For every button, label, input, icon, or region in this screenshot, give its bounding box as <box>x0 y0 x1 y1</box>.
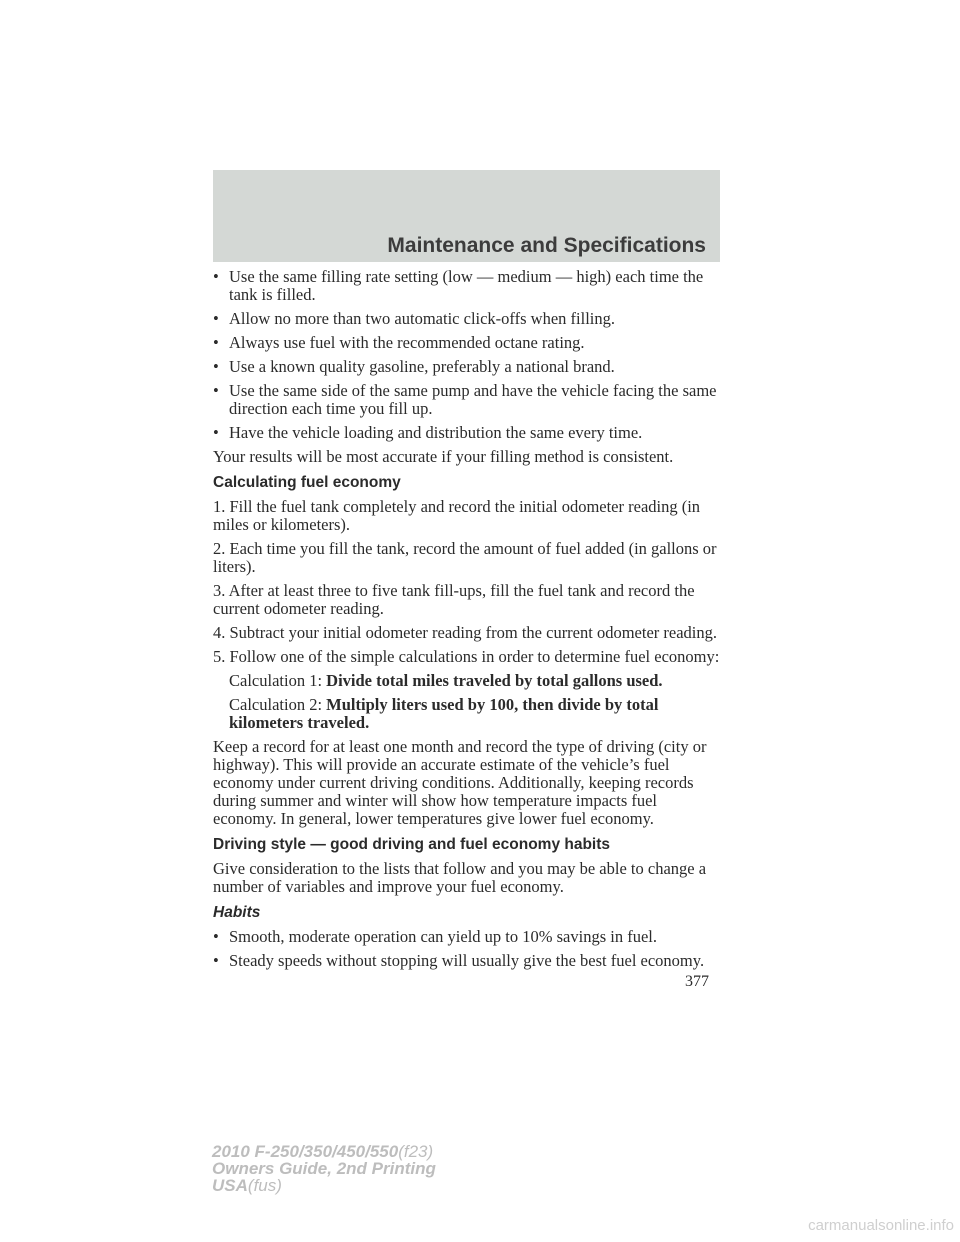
bullet-icon: • <box>213 309 219 328</box>
driving-intro: Give consideration to the lists that follow and you may be able to change a number of variables and improve your fuel economy. <box>213 859 707 896</box>
bullet-icon: • <box>213 381 219 400</box>
list-item-text: Use the same filling rate setting (low — medium — high) each time the tank is filled. <box>229 267 704 304</box>
footer-line-1 <box>212 1143 436 1160</box>
calculating-heading: Calculating fuel economy <box>213 474 401 491</box>
footer-model: 2010 F-250/350/450/550 <box>212 1142 399 1161</box>
footer-model-code: (f23) <box>398 1142 434 1161</box>
list-item <box>213 310 723 328</box>
footer-line-2: Owners Guide, 2nd Printing <box>212 1159 436 1178</box>
list-item-text: Use a known quality gasoline, preferably a national brand. <box>229 357 615 376</box>
results-note: Your results will be most accurate if your filling method is consistent. <box>213 447 674 466</box>
list-item <box>213 424 723 442</box>
bullet-icon: • <box>213 423 219 442</box>
list-item-text: Use the same side of the same pump and have the vehicle facing the same direction each time you fill up. <box>229 381 717 418</box>
list-item <box>213 358 723 376</box>
driving-style-heading: Driving style — good driving and fuel economy habits <box>213 836 611 853</box>
bullet-icon: • <box>213 357 219 376</box>
list-item <box>213 952 723 970</box>
calculation-2-label: Calculation 2: <box>229 695 327 714</box>
calc-step: 3. After at least three to five tank fill-ups, fill the fuel tank and record the current odometer reading. <box>213 581 695 618</box>
section-title: Maintenance and Specifications <box>387 234 706 257</box>
watermark: carmanualsonline.info <box>808 1217 954 1234</box>
calculation-1 <box>213 672 723 690</box>
calc-step: 5. Follow one of the simple calculations in order to determine fuel economy: <box>213 647 720 666</box>
section-header-band <box>213 170 720 262</box>
list-item-text: Smooth, moderate operation can yield up to 10% savings in fuel. <box>229 927 657 946</box>
footer-market-code: (fus) <box>247 1176 282 1195</box>
calc-step: 1. Fill the fuel tank completely and record the initial odometer reading (in miles or kilometers). <box>213 497 701 534</box>
page-content <box>213 268 723 976</box>
list-item-text: Allow no more than two automatic click-offs when filling. <box>229 309 615 328</box>
bullet-icon: • <box>213 267 219 286</box>
list-item <box>213 928 723 946</box>
calculation-1-label: Calculation 1: <box>229 671 327 690</box>
calculation-2-text: Multiply liters used by 100, then divide by total kilometers traveled. <box>229 695 659 732</box>
calc-step: 4. Subtract your initial odometer reading from the current odometer reading. <box>213 623 717 642</box>
calculation-1-text: Divide total miles traveled by total gallons used. <box>326 671 663 690</box>
bullet-icon: • <box>213 951 219 970</box>
list-item-text: Have the vehicle loading and distribution the same every time. <box>229 423 643 442</box>
list-item <box>213 382 723 418</box>
page-number: 377 <box>685 973 709 990</box>
document-footer <box>212 1143 436 1194</box>
footer-market: USA <box>212 1176 248 1195</box>
calc-step: 2. Each time you fill the tank, record the amount of fuel added (in gallons or liters). <box>213 539 717 576</box>
list-item <box>213 268 723 304</box>
list-item-text: Always use fuel with the recommended octane rating. <box>229 333 585 352</box>
habits-heading: Habits <box>213 904 261 921</box>
list-item-text: Steady speeds without stopping will usually give the best fuel economy. <box>229 951 705 970</box>
record-paragraph: Keep a record for at least one month and record the type of driving (city or highway). This will provide an accurate estimate of the vehicle’s fuel economy under current driving conditions. Additionally, keeping records during summer and winter will show how temperature impacts fuel economy. In general, lower temperatures give lower fuel economy. <box>213 737 707 828</box>
bullet-icon: • <box>213 333 219 352</box>
bullet-icon: • <box>213 927 219 946</box>
list-item <box>213 334 723 352</box>
footer-line-3 <box>212 1177 436 1194</box>
calculation-2 <box>213 696 723 732</box>
